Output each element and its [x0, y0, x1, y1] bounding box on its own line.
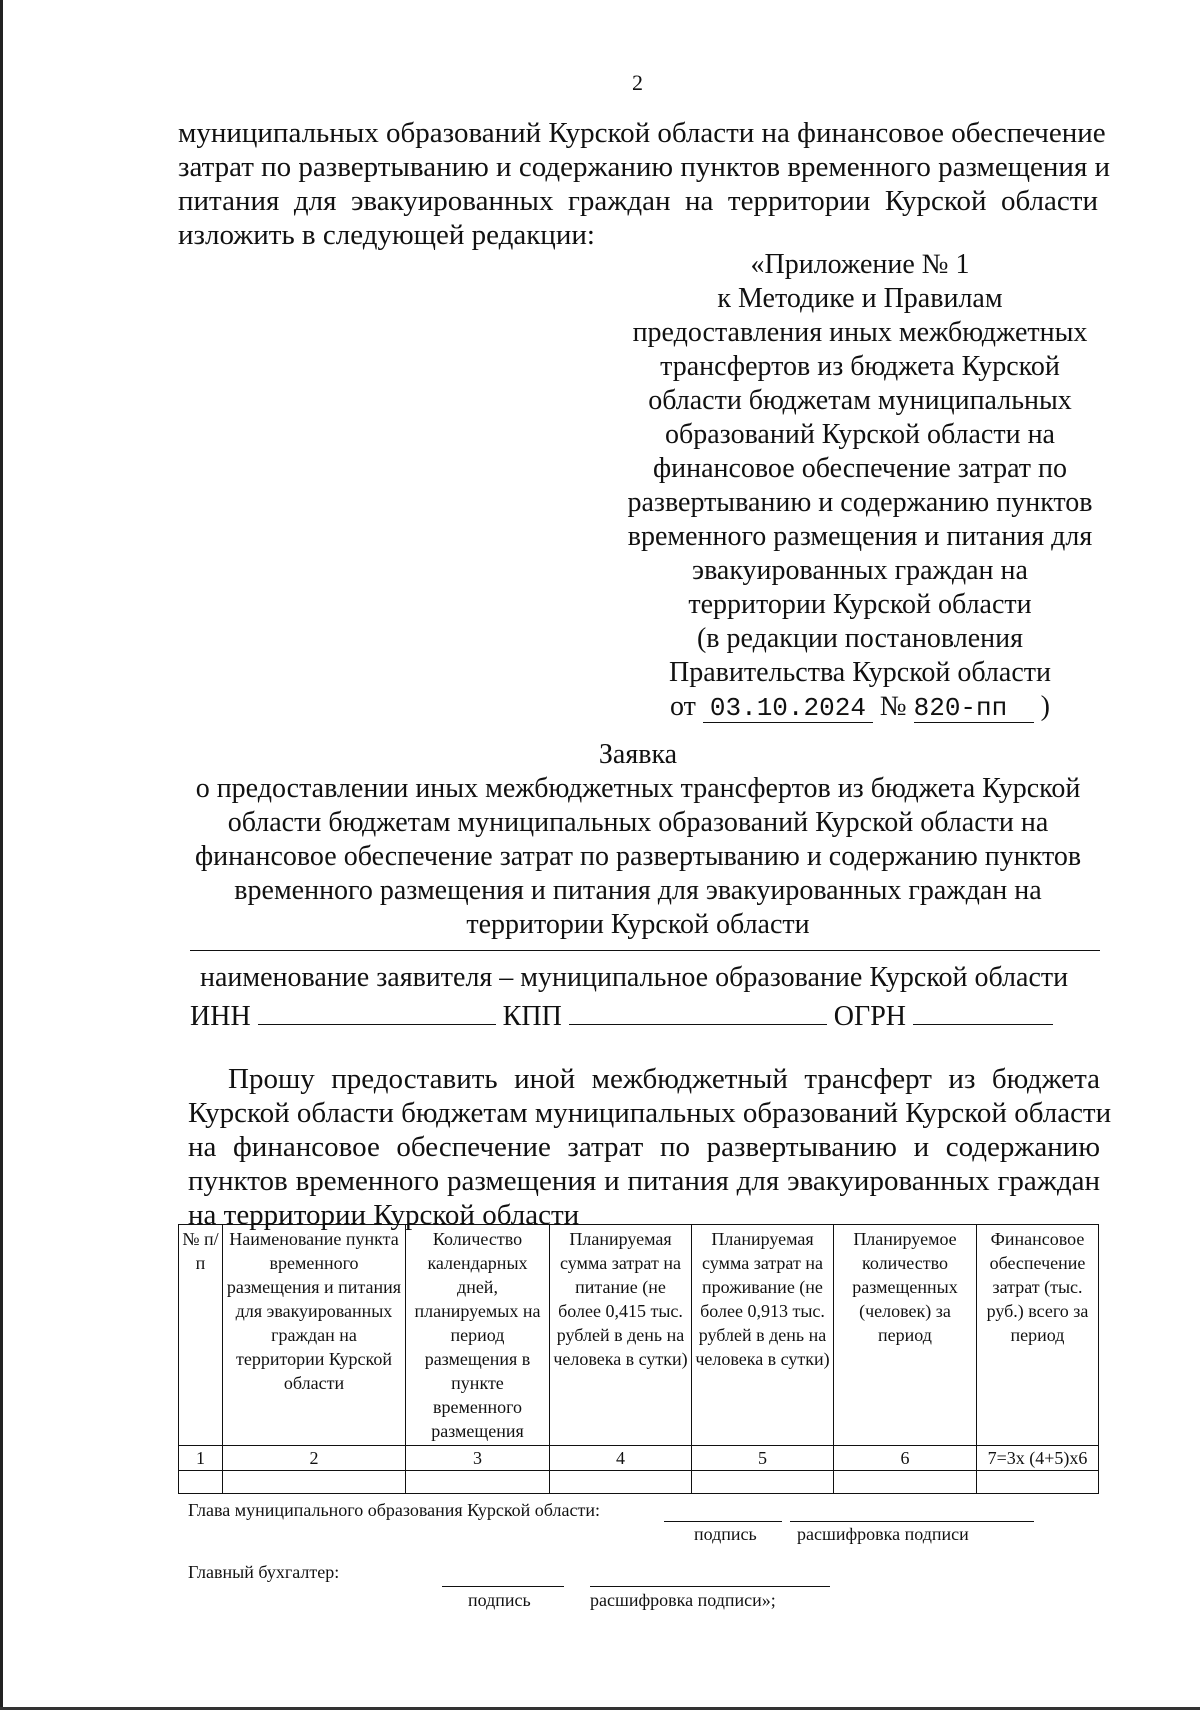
head-signature-line [664, 1521, 782, 1522]
appendix-line: временного размещения и питания для [627, 521, 1093, 552]
column-header: Планируемое количество размещенных (человек) за период [834, 1225, 977, 1446]
request-line: на финансовое обеспечение затрат по развертыванию и содержанию [188, 1131, 1100, 1163]
number-prefix: № [879, 691, 907, 722]
column-header: Количество календарных дней, планируемых на период размещения в пункте временного размещения [406, 1225, 550, 1446]
column-number: 1 [179, 1446, 223, 1471]
appendix-line: развертыванию и содержанию пунктов [627, 487, 1093, 518]
inn-field [258, 998, 496, 1025]
column-header: Наименование пункта временного размещения и питания для эвакуированных граждан на территории Курской области [223, 1225, 406, 1446]
page-number: 2 [632, 70, 643, 95]
kpp-label: КПП [502, 1001, 562, 1032]
table-cell [179, 1471, 223, 1494]
head-decode-caption: расшифровка подписи [797, 1524, 969, 1544]
column-number: 7=3х (4+5)х6 [977, 1446, 1099, 1471]
accountant-sign-caption: подпись [468, 1590, 531, 1610]
intro-paragraph [178, 116, 1111, 252]
table-cell [406, 1471, 550, 1494]
ogrn-field [913, 998, 1053, 1025]
column-number: 3 [406, 1446, 550, 1471]
accountant-decode-line [590, 1586, 830, 1587]
column-header: Планируемая сумма затрат на проживание (не более 0,913 тыс. рублей в день на человека в сутки) [692, 1225, 834, 1446]
intro-line: изложить в следующей редакции: [178, 219, 595, 251]
head-decode-line [790, 1521, 1034, 1522]
identifiers-row [190, 998, 1100, 1034]
appendix-line: трансфертов из бюджета Курской [660, 351, 1060, 382]
resolution-number: 820-пп [914, 694, 1034, 723]
request-title-line: области бюджетам муниципальных образований Курской области на [227, 807, 1049, 838]
request-title-line: о предоставлении иных межбюджетных трансфертов из бюджета Курской [195, 773, 1081, 804]
applicant-label: наименование заявителя – муниципальное образование Курской области [200, 962, 1069, 993]
column-number: 5 [692, 1446, 834, 1471]
appendix-line: «Приложение № 1 [750, 249, 970, 280]
head-sign-caption: подпись [694, 1524, 757, 1544]
resolution-date: 03.10.2024 [703, 694, 873, 723]
applicant-name-field [190, 950, 1100, 951]
column-header: Планируемая сумма затрат на питание (не более 0,415 тыс. рублей в день на человека в сутки) [550, 1225, 692, 1446]
request-title-line: временного размещения и питания для эвакуированных граждан на [234, 875, 1042, 906]
request-line: на территории Курской области [188, 1199, 580, 1231]
appendix-line: (в редакции постановления [696, 623, 1024, 654]
column-header: № п/п [179, 1225, 223, 1446]
table-row [179, 1471, 1099, 1494]
accountant-signature-label: Главный бухгалтер: [188, 1562, 340, 1582]
request-line: Прошу предоставить иной межбюджетный трансферт из бюджета [228, 1063, 1100, 1095]
appendix-line: эвакуированных граждан на [692, 555, 1028, 586]
table-cell [692, 1471, 834, 1494]
table-cell [223, 1471, 406, 1494]
appendix-line: территории Курской области [688, 589, 1032, 620]
column-number: 4 [550, 1446, 692, 1471]
table-cell [550, 1471, 692, 1494]
appendix-line: области бюджетам муниципальных [648, 385, 1072, 416]
accountant-signature-line [442, 1586, 564, 1587]
intro-line: питания для эвакуированных граждан на территории Курской области [178, 185, 1098, 217]
column-header: Финансовое обеспечение затрат (тыс. руб.) всего за период [977, 1225, 1099, 1446]
inn-label: ИНН [190, 1001, 251, 1032]
scan-left-edge [0, 0, 3, 1710]
request-heading: Заявка [598, 739, 678, 770]
appendix-line: финансовое обеспечение затрат по [652, 453, 1068, 484]
request-line: пунктов временного размещения и питания для эвакуированных граждан [188, 1165, 1100, 1197]
head-signature-label: Глава муниципального образования Курской области: [188, 1500, 600, 1520]
intro-line: затрат по развертыванию и содержанию пунктов временного размещения и [178, 151, 1111, 183]
appendix-line: предоставления иных межбюджетных [632, 317, 1088, 348]
appendix-line: образований Курской области на [665, 419, 1055, 450]
accountant-decode-caption: расшифровка подписи»; [590, 1590, 776, 1610]
date-prefix: от [670, 691, 696, 722]
request-title-line: территории Курской области [466, 909, 810, 940]
resolution-reference [620, 690, 1100, 724]
table-cell [834, 1471, 977, 1494]
request-paragraph [188, 1062, 1112, 1232]
closing-bracket: ) [1040, 691, 1050, 722]
table-cell [977, 1471, 1099, 1494]
ogrn-label: ОГРН [833, 1001, 906, 1032]
intro-line: муниципальных образований Курской области на финансовое обеспечение [178, 117, 1106, 149]
table-number-row [179, 1446, 1099, 1471]
table-header-row [179, 1225, 1099, 1446]
column-number: 6 [834, 1446, 977, 1471]
appendix-header [620, 248, 1100, 724]
request-line: Курской области бюджетам муниципальных образований Курской области [188, 1097, 1112, 1129]
kpp-field [569, 998, 827, 1025]
column-number: 2 [223, 1446, 406, 1471]
appendix-line: к Методике и Правилам [717, 283, 1003, 314]
request-table [178, 1224, 1099, 1494]
request-title [178, 738, 1098, 942]
appendix-line: Правительства Курской области [669, 657, 1051, 688]
request-title-line: финансовое обеспечение затрат по развертыванию и содержанию пунктов [194, 841, 1082, 872]
